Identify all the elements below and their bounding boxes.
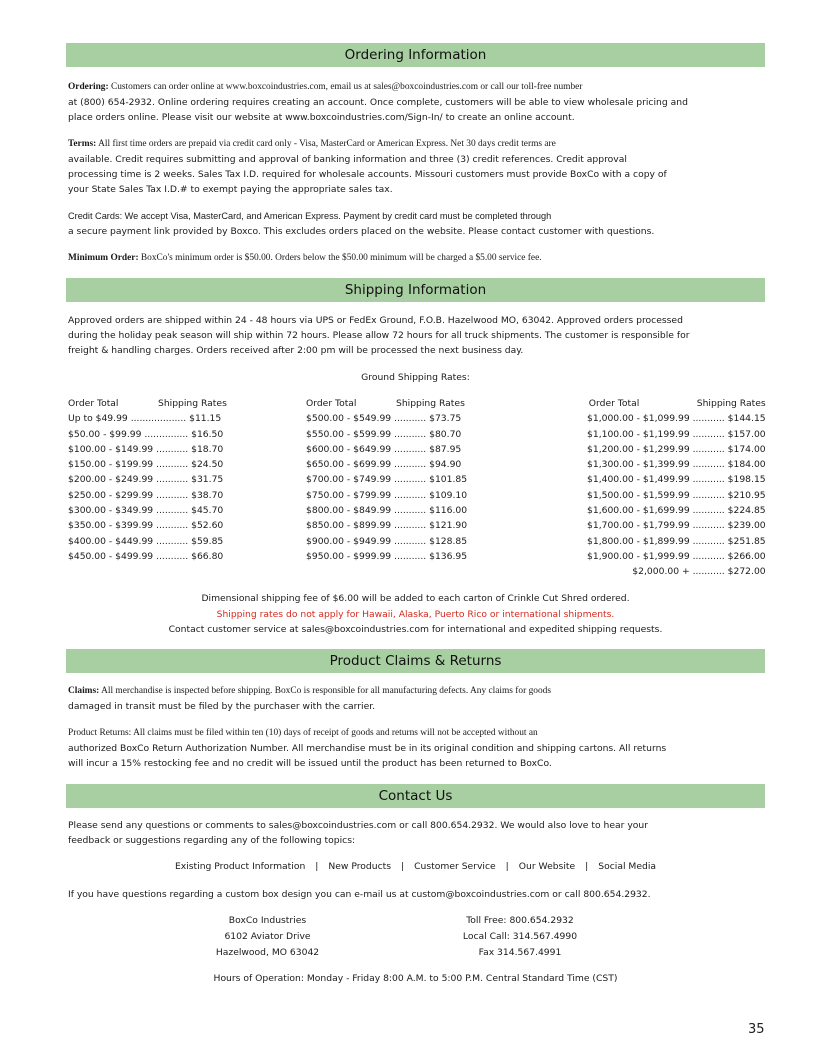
rate-row: $1,300.00 - $1,399.99 ........... $184.00 [587,459,766,471]
rates-column-3 [587,396,766,580]
ordering-line: Customers can order online at www.boxcoindustries.com, email us at sales@boxcoindustries.com or call our toll-free number [108,82,583,92]
ordering-line: at (800) 654-2932. Online ordering requires creating an account. Once complete, customers will be able to view wholesale pricing and [68,97,688,108]
rate-row: $150.00 - $199.99 ........... $24.50 [68,459,224,471]
credit-line: a secure payment link provided by Boxco. This excludes orders placed on the website. Please contact customer with questions. [68,226,655,237]
credit-line: Credit Cards: We accept Visa, MasterCard, and American Express. Payment by credit card must be completed through [68,211,552,221]
rate-row: $1,700.00 - $1,799.99 ........... $239.00 [587,520,766,532]
rate-row: $300.00 - $349.99 ........... $45.70 [68,505,224,517]
order-total-header: Order Total [306,398,357,409]
section-header-ordering: Ordering Information [66,43,765,67]
rate-row: $550.00 - $599.99 ........... $80.70 [306,428,462,440]
topic-item: Customer Service [414,861,496,872]
rate-row: $650.00 - $699.99 ........... $94.90 [306,459,462,471]
topic-item: New Products [328,861,392,872]
topic-separator: | [401,861,405,872]
returns-line: authorized BoxCo Return Authorization Number. All merchandise must be in its original condition and shipping cartons. All returns [68,743,667,754]
rate-row: $1,800.00 - $1,899.99 ........... $251.85 [587,535,766,547]
rate-row: $1,600.00 - $1,699.99 ........... $224.85 [587,505,766,517]
contact-paragraph [68,818,758,848]
rate-row: $1,400.00 - $1,499.99 ........... $198.15 [587,474,766,486]
rate-row: $500.00 - $549.99 ........... $73.75 [306,413,462,425]
terms-line: your State Sales Tax I.D.# to exempt paying the appropriate sales tax. [68,184,393,195]
rate-row: $250.00 - $299.99 ........... $38.70 [68,489,224,501]
claims-line: damaged in transit must be filed by the purchaser with the carrier. [68,701,376,712]
shipping-line: during the holiday peak season will ship within 72 hours. Please allow 72 hours for all truck shipments. The customer is responsible for [68,330,690,341]
terms-label: Terms: [68,139,97,149]
rate-row: $1,900.00 - $1,999.99 ........... $266.00 [587,550,766,562]
rate-row: $50.00 - $99.99 ............... $16.50 [68,428,224,440]
rates-column-1 [68,396,227,564]
international-contact-note: Contact customer service at sales@boxcoindustries.com for international and expedited shipping requests. [168,624,663,635]
hours-of-operation: Hours of Operation: Monday - Friday 8:00 A.M. to 5:00 P.M. Central Standard Time (CST) [213,973,618,984]
company-name: BoxCo Industries [228,915,307,926]
topic-item: Social Media [598,861,657,872]
shipping-rates-header: Shipping Rates [696,398,766,409]
shipping-line: Approved orders are shipped within 24 - 48 hours via UPS or FedEx Ground, F.O.B. Hazelwood MO, 63042. Approved orders processed [68,315,683,326]
returns-line: will incur a 15% restocking fee and no credit will be issued until the product has been returned to BoxCo. [68,758,552,769]
order-total-header: Order Total [588,398,640,409]
claims-line: All merchandise is inspected before shipping. BoxCo is responsible for all manufacturing defects. Any claims for goods [99,686,551,696]
ordering-paragraph [68,80,758,125]
custom-box-line: If you have questions regarding a custom box design you can e-mail us at custom@boxcoindustries.com or call 800.654.2932. [68,889,651,900]
section-header-claims: Product Claims & Returns [66,649,765,673]
shipping-notes [66,591,765,638]
ground-rates-title: Ground Shipping Rates: [361,372,470,383]
rate-row: $100.00 - $149.99 ........... $18.70 [68,443,224,455]
contact-line: Please send any questions or comments to sales@boxcoindustries.com or call 800.654.2932. We would also love to hear your [68,820,648,831]
rates-column-2 [306,396,467,564]
rate-row: $1,200.00 - $1,299.99 ........... $174.00 [587,443,766,455]
topic-item: Our Website [518,861,576,872]
toll-free-number: Toll Free: 800.654.2932 [466,915,574,926]
shipping-line: freight & handling charges. Orders received after 2:00 pm will be processed the next business day. [68,345,524,356]
contact-line: feedback or suggestions regarding any of the following topics: [68,835,356,846]
rate-row: $700.00 - $749.99 ........... $101.85 [306,474,468,486]
rate-row: $1,000.00 - $1,099.99 ........... $144.15 [587,413,766,425]
claims-paragraph [68,684,758,714]
topics-list [66,861,765,872]
minimum-order-text: BoxCo's minimum order is $50.00. Orders below the $50.00 minimum will be charged a $5.00 service fee. [138,253,542,263]
rate-row: $1,500.00 - $1,599.99 ........... $210.95 [587,489,766,501]
topic-separator: | [505,861,509,872]
rate-row: $350.00 - $399.99 ........... $52.60 [68,520,224,532]
section-header-shipping: Shipping Information [66,278,765,302]
local-number: Local Call: 314.567.4990 [462,931,578,942]
order-total-header: Order Total [68,398,119,409]
terms-line: All first time orders are prepaid via credit card only - Visa, MasterCard or American Express. Net 30 days credit terms are [96,139,556,149]
fax-number: Fax 314.567.4991 [478,947,562,958]
rate-row: $750.00 - $799.99 ........... $109.10 [306,489,468,501]
minimum-order-label: Minimum Order: [68,253,139,263]
terms-line: processing time is 2 weeks. Sales Tax I.D. required for wholesale accounts. Missouri customers must provide BoxCo with a copy of [68,169,667,180]
rate-row: Up to $49.99 ................... $11.15 [68,413,222,425]
company-phones [455,913,585,961]
page-number: 35 [748,1022,765,1037]
terms-line: available. Credit requires submitting and approval of banking information and three (3) credit references. Credit approval [68,154,627,165]
rate-row: $900.00 - $949.99 ........... $128.85 [306,535,468,547]
ordering-label: Ordering: [68,82,109,92]
dimensional-fee-note: Dimensional shipping fee of $6.00 will be added to each carton of Crinkle Cut Shred ordered. [201,593,630,604]
rate-row: $2,000.00 + ........... $272.00 [632,566,766,578]
rate-row: $600.00 - $649.99 ........... $87.95 [306,443,462,455]
minimum-order-paragraph [68,251,758,266]
rate-row: $950.00 - $999.99 ........... $136.95 [306,550,468,562]
street-address: 6102 Aviator Drive [224,931,311,942]
terms-paragraph [68,137,758,197]
shipping-exclusion-note: Shipping rates do not apply for Hawaii, Alaska, Puerto Rico or international shipments. [216,608,615,620]
topic-separator: | [585,861,589,872]
shipping-rates-header: Shipping Rates [396,398,465,409]
claims-label: Claims: [68,686,100,696]
returns-paragraph [68,726,758,771]
company-address [205,913,330,961]
rate-row: $450.00 - $499.99 ........... $66.80 [68,550,224,562]
rate-row: $1,100.00 - $1,199.99 ........... $157.00 [587,428,766,440]
custom-box-paragraph [68,887,758,902]
shipping-rates-header: Shipping Rates [158,398,227,409]
section-header-contact: Contact Us [66,784,765,808]
topic-separator: | [315,861,319,872]
city-state-zip: Hazelwood, MO 63042 [215,947,320,958]
credit-cards-paragraph [68,209,758,239]
rate-row: $800.00 - $849.99 ........... $116.00 [306,505,468,517]
rate-row: $200.00 - $249.99 ........... $31.75 [68,474,224,486]
rate-row: $850.00 - $899.99 ........... $121.90 [306,520,468,532]
shipping-paragraph [68,313,758,358]
returns-line: Product Returns: All claims must be filed within ten (10) days of receipt of goods and returns will not be accepted without an [68,728,538,738]
rate-row: $400.00 - $449.99 ........... $59.85 [68,535,224,547]
ordering-line: place orders online. Please visit our website at www.boxcoindustries.com/Sign-In/ to create an online account. [68,112,575,123]
topic-item: Existing Product Information [174,861,306,872]
